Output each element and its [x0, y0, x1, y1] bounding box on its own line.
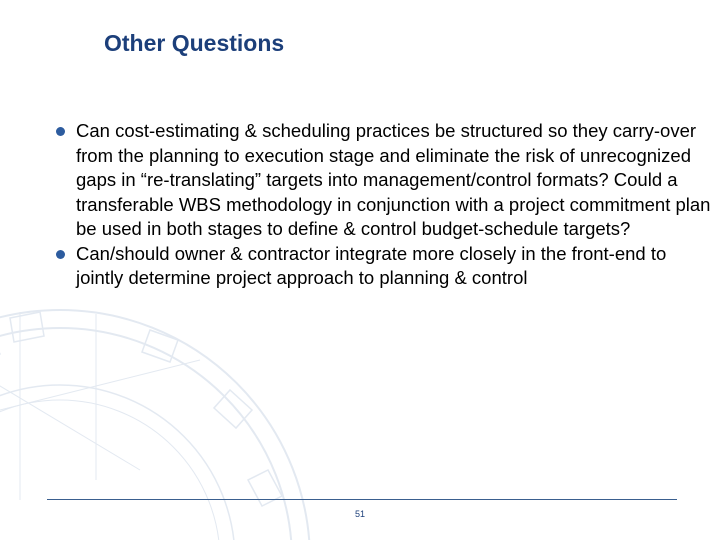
bullet-item — [56, 242, 716, 291]
slide-title: Other Questions — [104, 30, 285, 56]
bullet-text: Can/should owner & contractor integrate more closely in the front-end to jointly determine project approach to planning & control — [76, 242, 667, 288]
footer-divider — [47, 499, 677, 500]
bullet-dot-icon — [56, 127, 65, 136]
bullet-item — [56, 119, 716, 242]
page-number: 51 — [354, 509, 365, 519]
bullet-text: Can cost-estimating & scheduling practices be structured so they carry-over from the planning to execution stage and eliminate the risk of unrecognized gaps in “re-translating” targets into management/control formats? Could a transferable WBS methodology in conjunction with a project commitment plan be used in both stages to define & control budget-schedule targets? — [76, 120, 711, 239]
bullet-list — [56, 119, 716, 291]
bullet-dot-icon — [56, 250, 65, 259]
